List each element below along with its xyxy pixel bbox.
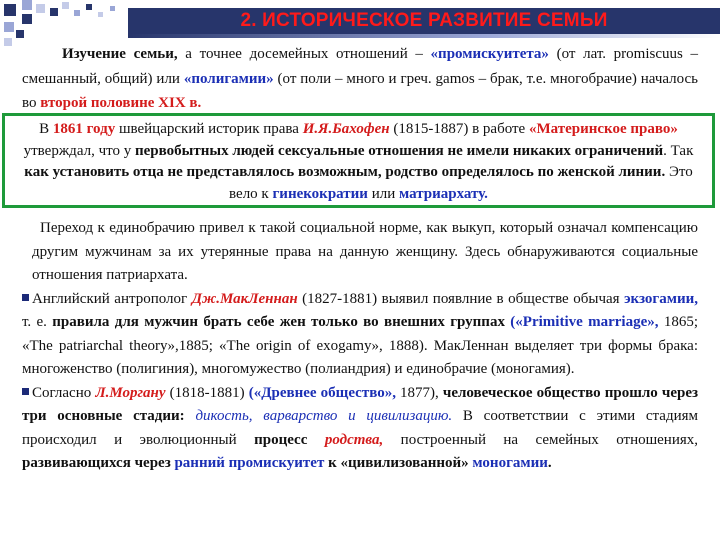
bullet-text: В соответствии с этими стадиям происходил и эволюционный xyxy=(22,408,698,448)
box-author: И.Я.Бахофен xyxy=(302,121,390,137)
bullet-square-icon xyxy=(22,294,29,301)
bullet-text: (1818-1881) xyxy=(165,384,249,401)
to-civilized: к «цивилизованной» xyxy=(328,455,469,471)
bullet-text: . xyxy=(547,455,552,471)
term-promiscuity: «промискуитета» xyxy=(430,46,549,62)
bullet-text: Согласно xyxy=(32,384,96,401)
term-matriarchy: матриархату. xyxy=(398,185,488,202)
author-morgan: Л.Моргану xyxy=(95,384,166,401)
box-kinship: как установить отца не представлялось возможным, родство определялось по женской линии. xyxy=(24,164,666,180)
bullet-text: (1827-1881) выявил появлние в обществе обычая xyxy=(297,290,625,307)
bullet-text: т. е. xyxy=(22,314,53,330)
bullet-text: построенный на семейных отношениях, xyxy=(383,431,699,448)
box-claim: первобытных людей сексуальные отношения не имели никаких ограничений xyxy=(135,142,664,159)
box-work-title: «Материнское право» xyxy=(528,121,678,137)
box-text: . Так xyxy=(663,142,694,159)
intro-text: а точнее досемейных отношений – xyxy=(177,46,431,62)
box-text: или xyxy=(367,185,399,202)
intro-text: (от поли – много и греч. gamos – брак, т.е. многобрачие) началось во xyxy=(22,70,699,111)
bullet-text: Английский антрополог xyxy=(32,290,192,307)
bullet-text xyxy=(307,432,324,448)
bullet-mclennan xyxy=(22,288,698,382)
paragraph-text: Переход к единобрачию привел к такой социальной норме, как выкуп, который означал компенсацию другим мужчинам за их утерянные права на данную женщину. Здесь обнаруживаются социальные отношения патриархата. xyxy=(32,220,698,283)
term-polygamy: «полигамии» xyxy=(183,70,274,87)
author-mclennan: Дж.МакЛеннан xyxy=(191,290,298,307)
intro-paragraph xyxy=(22,42,698,116)
bachofen-box xyxy=(2,113,715,208)
intro-text: (от лат. promiscuus – смешанный, общий) или xyxy=(22,46,698,87)
intro-period: второй половине XIX в. xyxy=(40,95,202,111)
paragraph-monogamy xyxy=(22,217,698,288)
bullet-text xyxy=(185,408,196,424)
term-gynecocracy: гинекократии xyxy=(272,185,368,202)
bullet-morgan xyxy=(22,382,698,476)
body-text xyxy=(22,217,698,476)
bullet-square-icon xyxy=(22,388,29,395)
box-text: швейцарский историк права xyxy=(115,121,303,137)
intro-lead: Изучение семьи, xyxy=(62,46,178,62)
stages-list: дикость, варварство и цивилизацию. xyxy=(195,408,453,424)
process-word: процесс xyxy=(254,431,308,448)
bullet-text: 1865; «The patriarchal theory»,1885; «The origin of exogamy», 1888). МакЛеннан выделяет три формы брака: многоженство (полигиния), многомужество (полиандрия) и единобрачие (моногамия). xyxy=(22,314,699,377)
box-text: Это вело к xyxy=(229,164,693,202)
box-text: В xyxy=(39,121,53,137)
developing-through: развивающихся через xyxy=(22,455,171,471)
kinship-word: родства, xyxy=(324,431,384,448)
stages-claim: человеческое общество прошло через три основные стадии: xyxy=(22,384,699,424)
exogamy-definition: правила для мужчин брать себе жен только во внешних группах xyxy=(52,314,505,330)
term-exogamy: экзогамии, xyxy=(624,290,698,307)
box-text: утверждал, что у xyxy=(23,142,135,159)
bullet-text: 1877), xyxy=(395,384,443,401)
term-early-promiscuity: ранний промискуитет xyxy=(174,455,325,471)
work-primitive-marriage: («Primitive marriage», xyxy=(510,314,659,330)
term-monogamy: моногамии xyxy=(472,455,548,471)
slide-title: 2. ИСТОРИЧЕСКОЕ РАЗВИТИЕ СЕМЬИ xyxy=(240,10,608,31)
box-text: (1815-1887) в работе xyxy=(389,121,529,137)
box-year: 1861 году xyxy=(52,121,116,137)
work-ancient-society: («Древнее общество», xyxy=(248,384,396,401)
